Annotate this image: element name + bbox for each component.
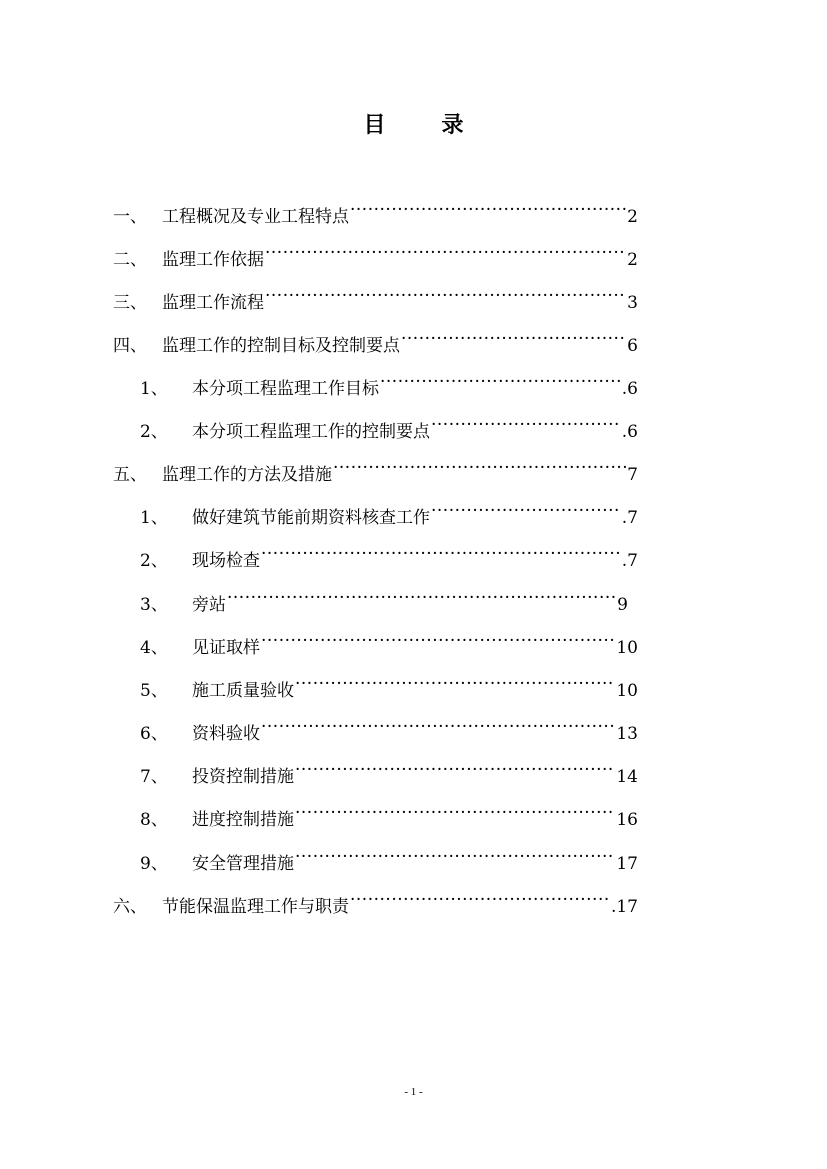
toc-entry-title: 施工质量验收	[192, 681, 294, 701]
toc-entry-page: .6	[621, 379, 638, 399]
toc-entry[interactable]	[113, 456, 638, 485]
toc-dot-leader	[295, 801, 615, 825]
toc-entry-page: .7	[621, 551, 638, 571]
toc-dot-leader	[261, 542, 621, 566]
toc-entry-page: .6	[621, 422, 638, 442]
toc-entry-title: 投资控制措施	[192, 767, 294, 787]
toc-entry[interactable]	[113, 327, 638, 356]
toc-entry-title: 监理工作依据	[162, 250, 264, 270]
toc-dot-leader	[261, 629, 615, 653]
toc-entry-number: 一、	[113, 207, 147, 227]
toc-entry-title: 现场检查	[192, 551, 260, 571]
toc-entry-page: .17	[610, 897, 638, 917]
toc-entry-title: 资料验收	[192, 724, 260, 744]
toc-entry-number: 6、	[140, 724, 168, 744]
toc-entry-title: 见证取样	[192, 638, 260, 658]
toc-entry-title: 监理工作的控制目标及控制要点	[162, 336, 400, 356]
toc-dot-leader	[401, 327, 626, 351]
toc-dot-leader	[295, 672, 615, 696]
toc-entry[interactable]	[140, 413, 638, 442]
toc-dot-leader	[380, 370, 621, 394]
toc-dot-leader	[350, 198, 626, 222]
toc-entry-number: 4、	[140, 638, 168, 658]
toc-dot-leader	[350, 888, 610, 912]
toc-entry-page: 17	[616, 854, 638, 874]
toc-entry-page: 10	[616, 638, 638, 658]
toc-entry-title: 做好建筑节能前期资料核查工作	[192, 508, 430, 528]
toc-entry-number: 2、	[140, 551, 168, 571]
toc-entry-number: 1、	[140, 379, 168, 399]
toc-entry-page: 6	[627, 336, 638, 356]
toc-entry[interactable]	[113, 888, 638, 917]
toc-entry-number: 二、	[113, 250, 147, 270]
toc-entry[interactable]	[140, 370, 638, 399]
toc-entry-title: 本分项工程监理工作目标	[192, 379, 379, 399]
toc-entry-title: 本分项工程监理工作的控制要点	[192, 422, 430, 442]
toc-entry[interactable]	[113, 241, 638, 270]
toc-entry-number: 5、	[140, 681, 168, 701]
toc-entry-title: 旁站	[192, 595, 226, 615]
toc-entry[interactable]	[140, 758, 638, 787]
toc-entry[interactable]	[140, 629, 638, 658]
toc-entry-number: 四、	[113, 336, 147, 356]
toc-entry-number: 7、	[140, 767, 168, 787]
toc-dot-leader	[265, 284, 626, 308]
toc-entry[interactable]	[140, 672, 638, 701]
toc-entry[interactable]	[113, 284, 638, 313]
title-char-1: 目	[363, 113, 386, 138]
toc-entry-title: 工程概况及专业工程特点	[162, 207, 349, 227]
toc-entry[interactable]	[140, 586, 628, 615]
toc-dot-leader	[295, 758, 615, 782]
toc-entry-number: 8、	[140, 810, 168, 830]
toc-entry-page: 16	[616, 810, 638, 830]
toc-entry[interactable]	[140, 715, 638, 744]
toc-entry[interactable]	[140, 542, 638, 571]
toc-entry-title: 安全管理措施	[192, 854, 294, 874]
toc-dot-leader	[333, 456, 626, 480]
toc-entry-page: 14	[616, 767, 638, 787]
toc-entry-number: 五、	[113, 465, 147, 485]
toc-entry-page: 2	[627, 250, 638, 270]
toc-entry-page: 3	[627, 293, 638, 313]
toc-entry-number: 六、	[113, 897, 147, 917]
toc-entry-number: 1、	[140, 508, 168, 528]
toc-entry-page: .7	[621, 508, 638, 528]
toc-entry-number: 2、	[140, 422, 168, 442]
title-char-2: 录	[441, 113, 464, 138]
toc-entry[interactable]	[140, 499, 638, 528]
toc-entry[interactable]	[140, 845, 638, 874]
toc-entry-page: 10	[616, 681, 638, 701]
toc-entry-number: 3、	[140, 595, 168, 615]
toc-dot-leader	[261, 715, 615, 739]
toc-entry-title: 进度控制措施	[192, 810, 294, 830]
toc-dot-leader	[295, 845, 615, 869]
toc-entry-number: 三、	[113, 293, 147, 313]
toc-entry-page: 2	[627, 207, 638, 227]
toc-entry-page: 9	[617, 595, 628, 615]
toc-entry-title: 节能保温监理工作与职责	[162, 897, 349, 917]
toc-dot-leader	[431, 499, 621, 523]
toc-entry-page: 7	[627, 465, 638, 485]
toc-entry[interactable]	[113, 198, 638, 227]
toc-entry-number: 9、	[140, 854, 168, 874]
toc-entry[interactable]	[140, 801, 638, 830]
toc-dot-leader	[227, 586, 616, 610]
toc-dot-leader	[431, 413, 621, 437]
page-number: - 1 -	[404, 1086, 423, 1098]
toc-entry-title: 监理工作流程	[162, 293, 264, 313]
toc-entry-title: 监理工作的方法及措施	[162, 465, 332, 485]
toc-dot-leader	[265, 241, 626, 265]
toc-entry-page: 13	[616, 724, 638, 744]
